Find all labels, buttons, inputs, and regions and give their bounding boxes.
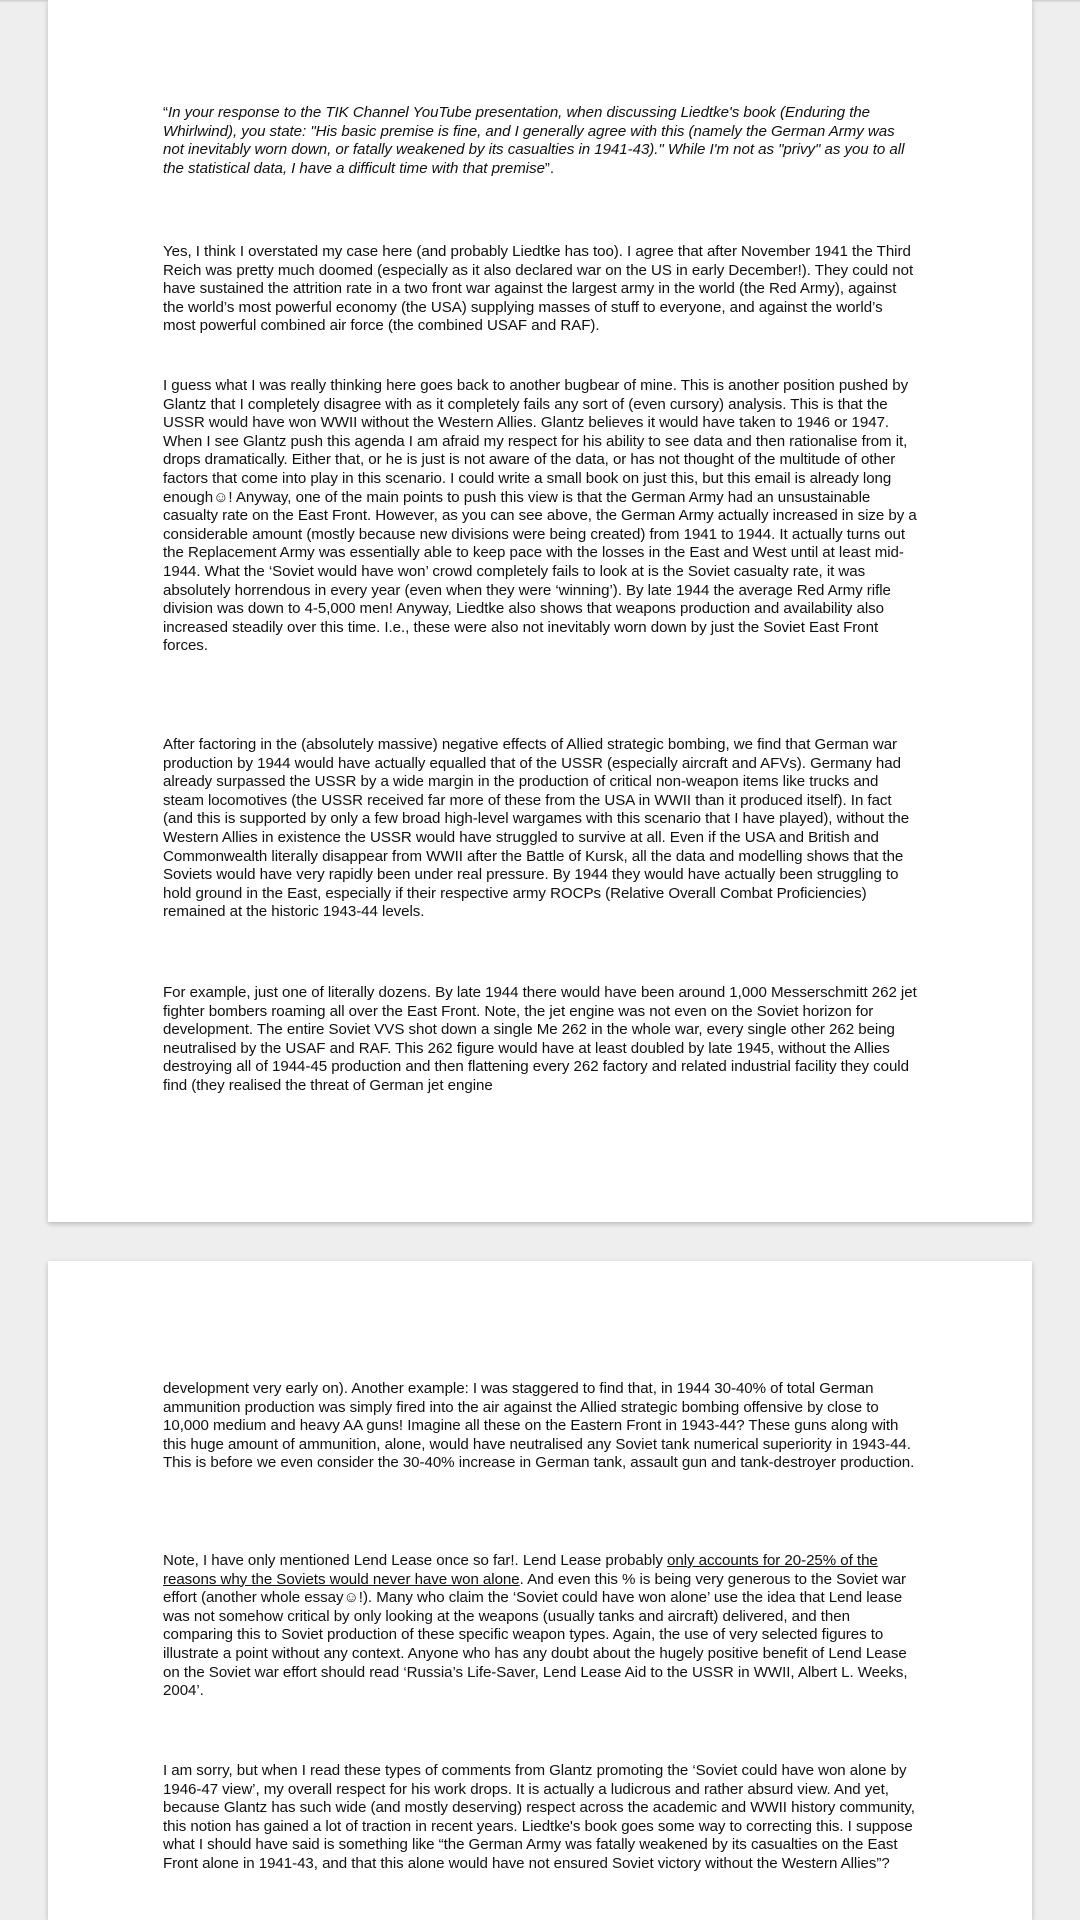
close-quote-mark: ”. — [544, 159, 555, 177]
paragraph-me262-example: For example, just one of literally dozens. By late 1944 there would have been around 1,000 Messerschmitt 262 jet fighter bombers roaming all over the East Front. Note, the jet engine was not even on the Soviet horizon for development. The entire Soviet VVS shot down a single Me 262 in the whole war, every single other 262 being neutralised by the USAF and RAF. This 262 figure would have at least doubled by late 1945, without the Allies destroying all of 1944-45 production and then flattening every 262 factory and related industrial facility they could find (they realised the threat of German jet engine — [163, 984, 917, 1094]
quoted-question-text: In your response to the TIK Channel YouTube presentation, when discussing Liedtke's book (Enduring the Whirlwind), you state: "His basic premise is fine, and I generally agree with this (namely the German Army was not inevitably worn down, or fatally weakened by its casualties in 1941-43)." While I'm not as "privy" as you to all the statistical data, I have a difficult time with that premise — [163, 104, 905, 177]
paragraph-glantz-conclusion: I am sorry, but when I read these types of comments from Glantz promoting the ‘Soviet could have won alone by 1946-47 view’, my overall respect for his work drops. It is actually a ludicrous and rather absurd view. And yet, because Glantz has such wide (and mostly deserving) respect across the academic and WWII history community, this notion has gained a lot of traction in recent years. Liedtke's book goes some way to correcting this. I suppose what I should have said is something like “the German Army was fatally weakened by its casualties on the East Front alone in 1941-43, and that this alone would have not ensured Soviet victory without the Western Allies”? — [163, 1762, 915, 1872]
paragraph-strategic-bombing: After factoring in the (absolutely massive) negative effects of Allied strategic bombing, we find that German war production by 1944 would have actually equalled that of the USSR (especially aircraft and AFVs). Germany had already surpassed the USSR by a wide margin in the production of critical non-weapon items like trucks and steam locomotives (the USSR received far more of these from the USA in WWII than it produced itself). In fact (and this is supported by only a few broad high-level wargames with this scenario that I have played), without the Western Allies in existence the USSR would have struggled to survive at all. Even if the USA and British and Commonwealth literally disappear from WWII after the Battle of Kursk, all the data and modelling shows that the Soviets would have very rapidly been under real pressure. By 1944 they would have actually been struggling to hold ground in the East, especially if their respective army ROCPs (Relative Overall Combat Proficiencies) remained at the historic 1943-44 levels. — [163, 736, 910, 921]
lend-lease-text-before: Note, I have only mentioned Lend Lease once so far!. Lend Lease probably — [163, 1552, 668, 1569]
document-page-1 — [48, 0, 1032, 1222]
lend-lease-underlined-text: only accounts for 20-25% of the reasons why the Soviets would never have won alone — [163, 1552, 878, 1588]
paragraph-overstated-case: Yes, I think I overstated my case here (and probably Liedtke has too). I agree that after November 1941 the Third Reich was pretty much doomed (especially as it also declared war on the US in early December!). They could not have sustained the attrition rate in a two front war against the largest army in the world (the Red Army), against the world’s most powerful economy (the USA) supplying masses of stuff to everyone, and against the world’s most powerful combined air force (the combined USAF and RAF). — [163, 243, 914, 335]
quoted-question-paragraph — [163, 104, 917, 178]
open-quote-mark: “ — [163, 104, 168, 121]
paragraph-glantz-bugbear: I guess what I was really thinking here goes back to another bugbear of mine. This is another position pushed by Glantz that I completely disagree with as it completely fails any sort of (even cursory) analysis. This is that the USSR would have won WWII without the Western Allies. Glantz believes it would have taken to 1946 or 1947. When I see Glantz push this agenda I am afraid my respect for his ability to see data and then rationalise from it, drops dramatically. Either that, or he is just is not aware of the data, or has not thought of the multitude of other factors that come into play in this scenario. I could write a small book on just this, but this email is already long enough☺! Anyway, one of the main points to push this view is that the German Army had an unsustainable casualty rate on the East Front. However, as you can see above, the German Army actually increased in size by a considerable amount (mostly because new divisions were being created) from 1941 to 1944. It actually turns out the Replacement Army was essentially able to keep pace with the losses in the East and West until at least mid-1944. What the ‘Soviet would have won’ crowd completely fails to look at is the Soviet casualty rate, it was absolutely horrendous in every year (even when they were ‘winning’). By late 1944 the average Red Army rifle division was down to 4-5,000 men! Anyway, Liedtke also shows that weapons production and availability also increased steadily over this time. I.e., these were also not inevitably worn down by just the Soviet East Front forces. — [163, 377, 917, 655]
paragraph-ammunition-aa-guns: development very early on). Another example: I was staggered to find that, in 1944 30-40% of total German ammunition production was simply fired into the air against the Allied strategic bombing offensive by close to 10,000 medium and heavy AA guns! Imagine all these on the Eastern Front in 1943-44? These guns along with this huge amount of ammunition, alone, would have neutralised any Soviet tank numerical superiority in 1943-44. This is before we even consider the 30-40% increase in German tank, assault gun and tank-destroyer production. — [163, 1380, 915, 1472]
document-page-2 — [48, 1261, 1032, 1920]
lend-lease-text-after: . And even this % is being very generous to the Soviet war effort (another whole essay☺!). Many who claim the ‘Soviet could have won alone’ use the idea that Lend lease was not somehow critical by only looking at the weapons (usually tanks and aircraft) delivered, and then comparing this to Soviet production of these specific weapon types. Again, the use of very selected figures to illustrate a point without any context. Anyone who has any doubt about the hugely positive benefit of Lend Lease on the Soviet war effort should read ‘Russia’s Life-Saver, Lend Lease Aid to the USSR in WWII, Albert L. Weeks, 2004’. — [163, 1570, 908, 1700]
paragraph-lend-lease — [163, 1552, 917, 1701]
